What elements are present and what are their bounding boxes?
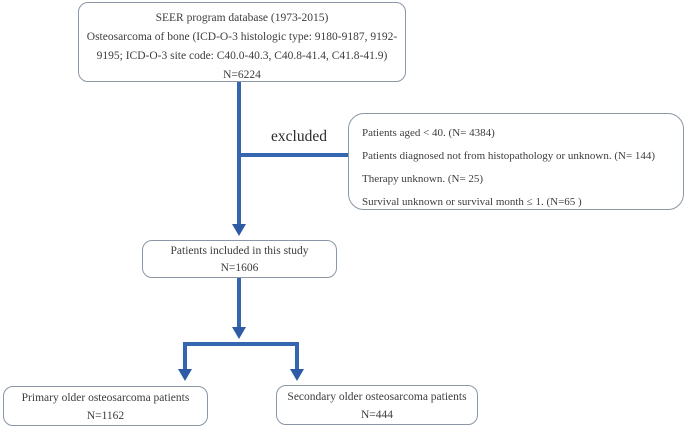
arrowhead-down-included (232, 224, 246, 236)
source-database-box (78, 2, 406, 82)
secondary-title: Secondary older osteosarcoma patients (287, 391, 467, 403)
secondary-n-value: N=444 (360, 409, 394, 421)
split-arm-right (295, 344, 299, 370)
connector-included-to-split (237, 278, 241, 328)
primary-n-value: N=1162 (86, 410, 125, 422)
excluded-item-therapy: Therapy unknown. (N= 25) (362, 173, 484, 185)
split-arm-left (183, 344, 187, 370)
primary-patients-box (3, 386, 208, 426)
excluded-label: excluded (271, 128, 327, 145)
included-n-value: N=1606 (220, 262, 259, 274)
source-line-3: 9195; ICD-O-3 site code: C40.0-40.3, C40.8-41.4, C41.8-41.9) (96, 50, 388, 62)
source-line-2: Osteosarcoma of bone (ICD-O-3 histologic type: 9180-9187, 9192- (86, 31, 398, 43)
arrowhead-down-secondary (290, 369, 304, 381)
arrowhead-down-split (232, 327, 246, 339)
connector-to-excluded (237, 153, 348, 157)
arrowhead-down-primary (178, 369, 192, 381)
split-horizontal-bar (183, 342, 299, 346)
excluded-item-survival: Survival unknown or survival month ≤ 1. (N=65 ) (362, 196, 582, 208)
source-line-1: SEER program database (1973-2015) (155, 12, 329, 24)
primary-title: Primary older osteosarcoma patients (21, 392, 190, 404)
secondary-patients-box (276, 385, 478, 425)
included-patients-box (142, 240, 337, 278)
excluded-criteria-box (348, 113, 684, 210)
source-n-value: N=6224 (223, 69, 261, 81)
included-title: Patients included in this study (170, 245, 309, 257)
excluded-item-age: Patients aged < 40. (N= 4384) (362, 127, 495, 139)
excluded-item-diagnosis: Patients diagnosed not from histopathology or unknown. (N= 144) (362, 150, 656, 162)
